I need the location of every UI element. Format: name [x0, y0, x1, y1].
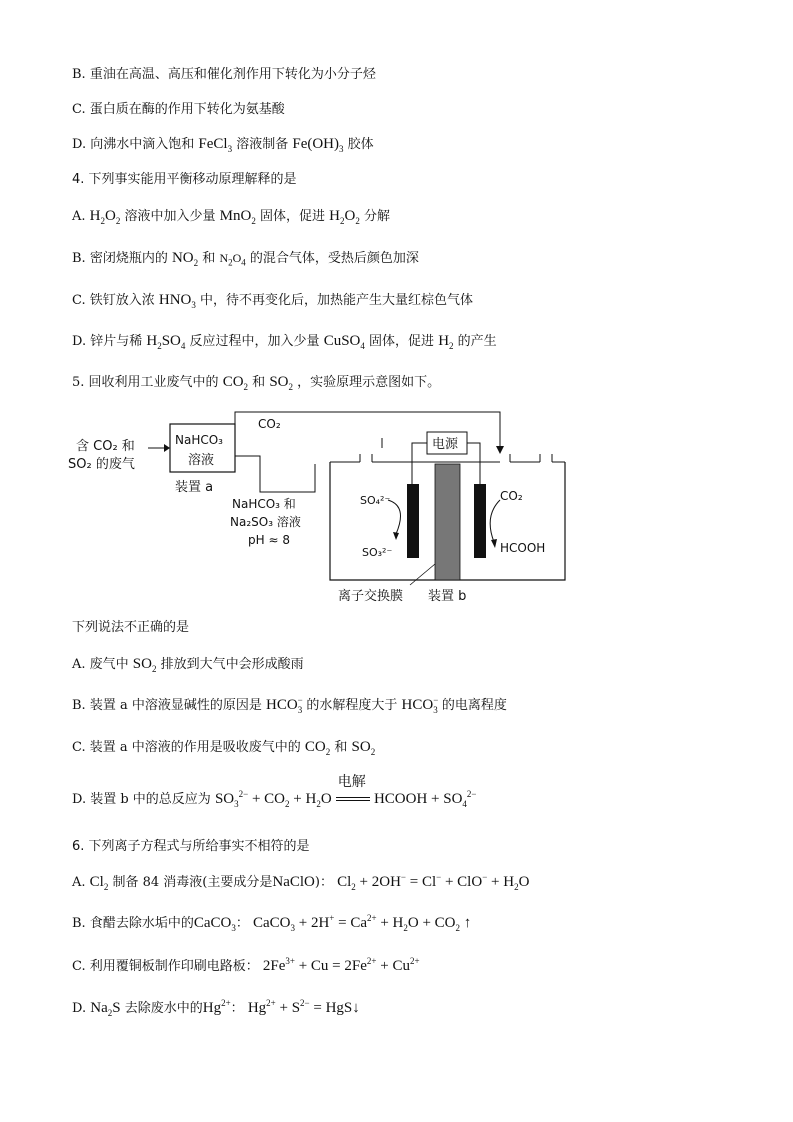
membrane-label: 离子交换膜	[338, 589, 404, 604]
q4-option-a: A. $H_2O_2$ 溶液中加入少量 MnO$_2$ 固体，促进 $H_2O_2$ 分解	[72, 208, 390, 226]
co2-right-label: CO₂	[500, 489, 523, 503]
q6-option-d: D. $Na_2S$ 去除废水中的$Hg^{2+}$： $Hg^{2+} + S^{2-}$ = HgS↓	[72, 998, 360, 1018]
device-a-text-1: NaHCO₃	[175, 433, 223, 447]
ion-exchange-membrane	[435, 464, 460, 580]
q3-option-d: D. 向沸水中滴入饱和 FeCl$_3$ 溶液制备 $Fe(OH)_3$ 胶体	[72, 136, 374, 154]
device-a-label: 装置 a	[175, 480, 214, 495]
q4-option-d: D. 锌片与稀 $H_2SO_4$ 反应过程中，加入少量 CuSO$_4$ 固体，促进 $H_2$ 的产生	[72, 333, 497, 351]
sulfate-label: SO₄²⁻	[360, 494, 391, 507]
gas-in-label-1: 含 CO₂ 和	[76, 439, 135, 454]
hcooh-label: HCOOH	[500, 541, 546, 555]
sulfite-label: SO₃²⁻	[362, 546, 393, 559]
q4-stem: 4. 下列事实能用平衡移动原理解释的是	[72, 172, 297, 187]
formula-fecl3: FeCl$_3$	[198, 136, 233, 154]
q3-option-c: C. 蛋白质在酶的作用下转化为氨基酸	[72, 102, 285, 117]
q5-option-a: A. 废气中 $SO_2$ 排放到大气中会形成酸雨	[72, 656, 304, 674]
q5-option-b: B. 装置 a 中溶液显碱性的原因是 $HCO^-_3$ 的水解程度大于 $HCO^-_3$ 的电离程度	[72, 695, 507, 715]
solution-label-1: NaHCO₃ 和	[232, 497, 296, 511]
q5-stem: 5. 回收利用工业废气中的 $CO_2$ 和 $SO_2$ ，实验原理示意图如下。	[72, 374, 441, 392]
co2-top-label: CO₂	[258, 417, 281, 431]
q6-option-a: A. $Cl_2$ 制备 84 消毒液(主要成分是NaClO)： $Cl_2 + 2OH^- = Cl^- + ClO^- + H_2O$	[72, 872, 530, 892]
solution-label-3: pH ≈ 8	[248, 533, 290, 547]
q6-stem: 6. 下列离子方程式与所给事实不相符的是	[72, 839, 310, 854]
anode-electrode	[407, 484, 419, 558]
solution-label-2: Na₂SO₃ 溶液	[230, 515, 301, 529]
q3-option-b: B. 重油在高温、高压和催化剂作用下转化为小分子烃	[72, 67, 376, 82]
device-b-label: 装置 b	[428, 589, 467, 604]
solution-pipe	[235, 456, 315, 492]
electrolysis-condition: 电解	[336, 791, 370, 809]
gas-in-label-2: SO₂ 的废气	[68, 457, 135, 472]
formula-feoh3: $Fe(OH)_3$	[292, 136, 344, 154]
q6-option-b: B. 食醋去除水垢中的CaCO$_3$： CaCO$_3$ + $2H^+ = Ca^{2+} + H_2O + CO_2$ ↑	[72, 913, 472, 933]
cathode-electrode	[474, 484, 486, 558]
q6-option-c: C. 利用覆铜板制作印刷电路板： $2Fe^{3+} + Cu = 2Fe^{2+} + Cu^{2+}$	[72, 956, 420, 974]
q5-option-d: D. 装置 b 中的总反应为 $SO_3^{2-} + CO_2 + H_2O$ 电解 HCOOH + $SO_4^{2-}$	[72, 773, 477, 809]
q5-option-c: C. 装置 a 中溶液的作用是吸收废气中的 $CO_2$ 和 $SO_2$	[72, 739, 376, 757]
power-supply-label: 电源	[432, 437, 459, 452]
device-a-text-2: 溶液	[188, 453, 215, 468]
q4-option-c: C. 铁钉放入浓 $HNO_3$ 中，待不再变化后，加热能产生大量红棕色气体	[72, 292, 474, 310]
q4-option-b: B. 密闭烧瓶内的 $NO_2$ 和 $N_2O_4$ 的混合气体，受热后颜色加深	[72, 250, 419, 268]
q5-sub-stem: 下列说法不正确的是	[72, 620, 190, 635]
experiment-diagram	[60, 402, 580, 612]
